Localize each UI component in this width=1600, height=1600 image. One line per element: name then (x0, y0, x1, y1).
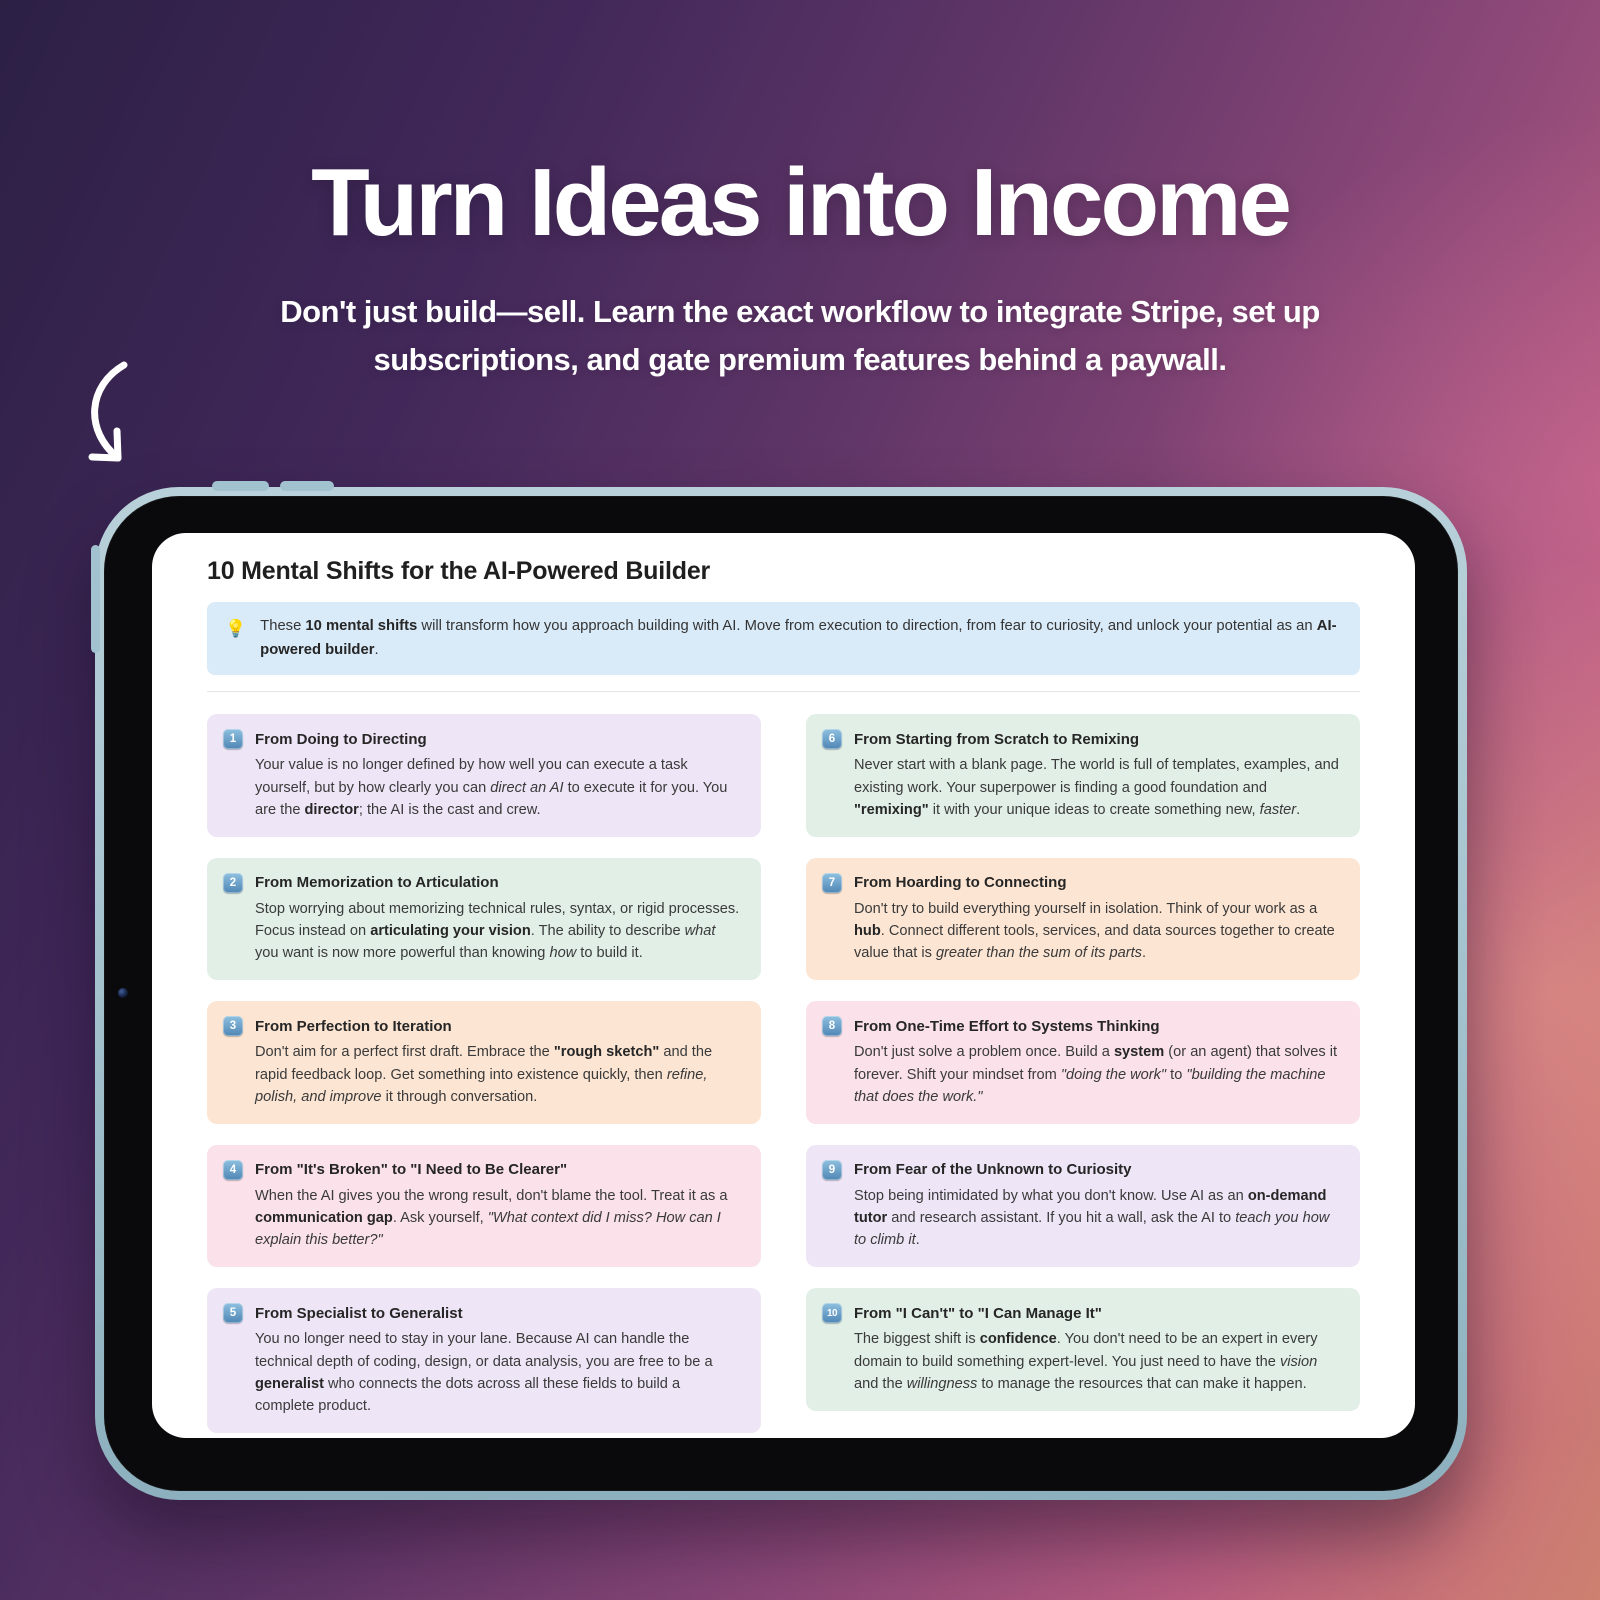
hero-subtitle-line1: Don't just build—sell. Learn the exact workflow to integrate Stripe, set up (280, 294, 1320, 329)
number-badge: 2 (223, 873, 243, 893)
text-segment: "remixing" (854, 801, 929, 818)
text-segment: The biggest shift is (854, 1331, 980, 1348)
text-segment: . (915, 1232, 920, 1249)
text-segment: 10 mental shifts (305, 618, 418, 634)
text-segment: generalist (255, 1375, 324, 1392)
card-header (223, 1016, 741, 1036)
number-badge: 4 (223, 1160, 243, 1180)
text-segment: greater than the sum of its parts (935, 945, 1142, 962)
number-badge: 8 (822, 1016, 842, 1036)
text-segment: . Connect different tools, services, and data sources together to create value that is (854, 923, 1335, 962)
number-badge: 7 (822, 873, 842, 893)
shift-card (207, 1288, 761, 1433)
text-segment: to build it. (576, 945, 643, 962)
number-badge: 6 (822, 729, 842, 749)
text-segment: on-demand tutor (854, 1187, 1327, 1227)
doc-title: 10 Mental Shifts for the AI-Powered Builder (207, 557, 711, 585)
shift-card (806, 858, 1360, 981)
text-segment: direct an AI (490, 779, 564, 796)
text-segment: When the AI gives you the wrong result, don't blame the tool. Treat it as a (255, 1187, 728, 1204)
card-title: From Doing to Directing (255, 730, 427, 748)
card-title: From "It's Broken" to "I Need to Be Clearer" (255, 1161, 568, 1179)
text-segment: and the (854, 1375, 907, 1392)
text-segment: to (1166, 1066, 1187, 1083)
tablet-side-button (91, 545, 100, 653)
divider (207, 691, 1360, 692)
text-segment: and research assistant. If you hit a wall, ask the AI to (887, 1210, 1236, 1227)
card-header (822, 1303, 1340, 1323)
shift-card (806, 1145, 1360, 1268)
card-body (255, 1041, 741, 1108)
callout-text (260, 615, 1342, 662)
text-segment: Don't try to build everything yourself in isolation. Think of your work as a (854, 900, 1318, 917)
text-segment: "What context did I miss? How can I explain this better?" (255, 1210, 721, 1249)
card-header (223, 873, 741, 893)
text-segment: what (684, 923, 716, 940)
text-segment: ; the AI is the cast and crew. (358, 801, 541, 818)
hero-subtitle-line2: subscriptions, and gate premium features behind a paywall. (373, 342, 1227, 378)
cards-column-right (806, 714, 1360, 1433)
shift-card (806, 1001, 1360, 1124)
card-header (223, 1160, 741, 1180)
text-segment: confidence (979, 1331, 1057, 1348)
tablet-bezel (104, 496, 1458, 1491)
curved-arrow-icon (72, 358, 144, 476)
text-segment: Stop being intimidated by what you don't know. Use AI as an (854, 1187, 1248, 1204)
text-segment: how (549, 945, 577, 962)
text-segment: . (1296, 801, 1301, 818)
hero-title: Turn Ideas into Income (311, 149, 1289, 256)
card-header (822, 729, 1340, 749)
card-title: From Perfection to Iteration (255, 1017, 452, 1035)
text-segment: willingness (906, 1375, 978, 1392)
text-segment: and the rapid feedback loop. Get something into existence quickly, then (255, 1044, 713, 1083)
text-segment: "rough sketch" (553, 1044, 660, 1061)
tablet-volume-button-2 (280, 481, 334, 491)
text-segment: it with your unique ideas to create something new, (928, 801, 1260, 818)
text-segment: vision (1279, 1353, 1318, 1370)
text-segment: communication gap (255, 1210, 393, 1227)
text-segment: Stop worrying about memorizing technical rules, syntax, or rigid processes. Focus instead on (255, 900, 740, 940)
text-segment: who connects the dots across all these fields to build a complete product. (255, 1375, 681, 1414)
shift-card (207, 858, 761, 981)
text-segment: to manage the resources that can make it happen. (977, 1375, 1307, 1392)
card-body (854, 898, 1340, 965)
text-segment: . The ability to describe (530, 923, 685, 940)
tablet-camera-icon (118, 988, 128, 998)
card-body (854, 1185, 1340, 1252)
text-segment: faster (1259, 801, 1297, 818)
text-segment: These (260, 618, 306, 634)
shift-card (806, 1288, 1360, 1411)
tablet-screen (152, 533, 1415, 1438)
text-segment: . (1141, 945, 1147, 962)
text-segment: AI-powered builder (260, 618, 1337, 658)
text-segment: Your value is no longer defined by how well you can execute a task yourself, but by how clearly you can (255, 757, 688, 796)
card-title: From Hoarding to Connecting (854, 874, 1067, 892)
text-segment: it through conversation. (381, 1088, 538, 1105)
number-badge: 1 (223, 729, 243, 749)
card-body (854, 1041, 1340, 1108)
text-segment: system (1113, 1044, 1165, 1061)
card-body (854, 1328, 1340, 1395)
text-segment: Don't aim for a perfect first draft. Embrace the (255, 1044, 554, 1061)
card-header (223, 729, 741, 749)
text-segment: (or an agent) that solves it forever. Shift your mindset from (854, 1044, 1338, 1083)
text-segment: "doing the work" (1060, 1066, 1167, 1083)
card-header (822, 1016, 1340, 1036)
card-header (822, 873, 1340, 893)
card-header (223, 1303, 741, 1323)
card-body (255, 898, 741, 965)
text-segment: "building the machine that does the work." (854, 1066, 1326, 1105)
lightbulb-icon: 💡 (225, 619, 247, 638)
cards-grid (207, 714, 1360, 1433)
text-segment: will transform how you approach building with AI. Move from execution to direction, from fear to curiosity, and unlock your potential as an (417, 618, 1317, 634)
number-badge: 9 (822, 1160, 842, 1180)
card-header (822, 1160, 1340, 1180)
text-segment: teach you how to climb it (854, 1210, 1330, 1249)
text-segment: director (304, 801, 359, 818)
card-title: From Starting from Scratch to Remixing (854, 730, 1140, 748)
shift-card (207, 1145, 761, 1268)
text-segment: . You don't need to be an expert in every domain to build something expert-level. You just need to have the (854, 1331, 1318, 1370)
cards-column-left (207, 714, 761, 1433)
text-segment: you want is now more powerful than knowing (255, 945, 550, 962)
text-segment: You no longer need to stay in your lane. Because AI can handle the technical depth of coding, design, or data analysis, you are free to be a (255, 1331, 713, 1370)
number-badge: 5 (223, 1303, 243, 1323)
number-badge: 10 (822, 1303, 842, 1323)
text-segment: . (374, 641, 379, 658)
text-segment: hub (854, 923, 881, 940)
shift-card (806, 714, 1360, 837)
card-title: From Fear of the Unknown to Curiosity (854, 1161, 1132, 1179)
text-segment: Don't just solve a problem once. Build a (854, 1044, 1114, 1061)
card-title: From "I Can't" to "I Can Manage It" (854, 1304, 1102, 1322)
card-body (255, 1185, 741, 1252)
shift-card (207, 714, 761, 837)
card-title: From Memorization to Articulation (255, 874, 499, 892)
text-segment: to execute it for you. You are the (255, 779, 728, 818)
card-body (255, 1328, 741, 1417)
tablet-volume-button-1 (212, 481, 269, 491)
hero-subtitle (100, 288, 1500, 384)
text-segment: Never start with a blank page. The world is full of templates, examples, and existing work. Your superpower is finding a good foundation and (854, 757, 1339, 796)
callout-block (207, 602, 1360, 675)
number-badge: 3 (223, 1016, 243, 1036)
card-body (255, 754, 741, 821)
shift-card (207, 1001, 761, 1124)
card-title: From One-Time Effort to Systems Thinking (854, 1017, 1160, 1035)
text-segment: . Ask yourself, (392, 1210, 488, 1227)
card-body (854, 754, 1340, 821)
text-segment: articulating your vision (370, 923, 531, 940)
tablet-mockup (95, 487, 1467, 1500)
text-segment: refine, polish, and improve (255, 1066, 708, 1105)
card-title: From Specialist to Generalist (255, 1304, 463, 1322)
